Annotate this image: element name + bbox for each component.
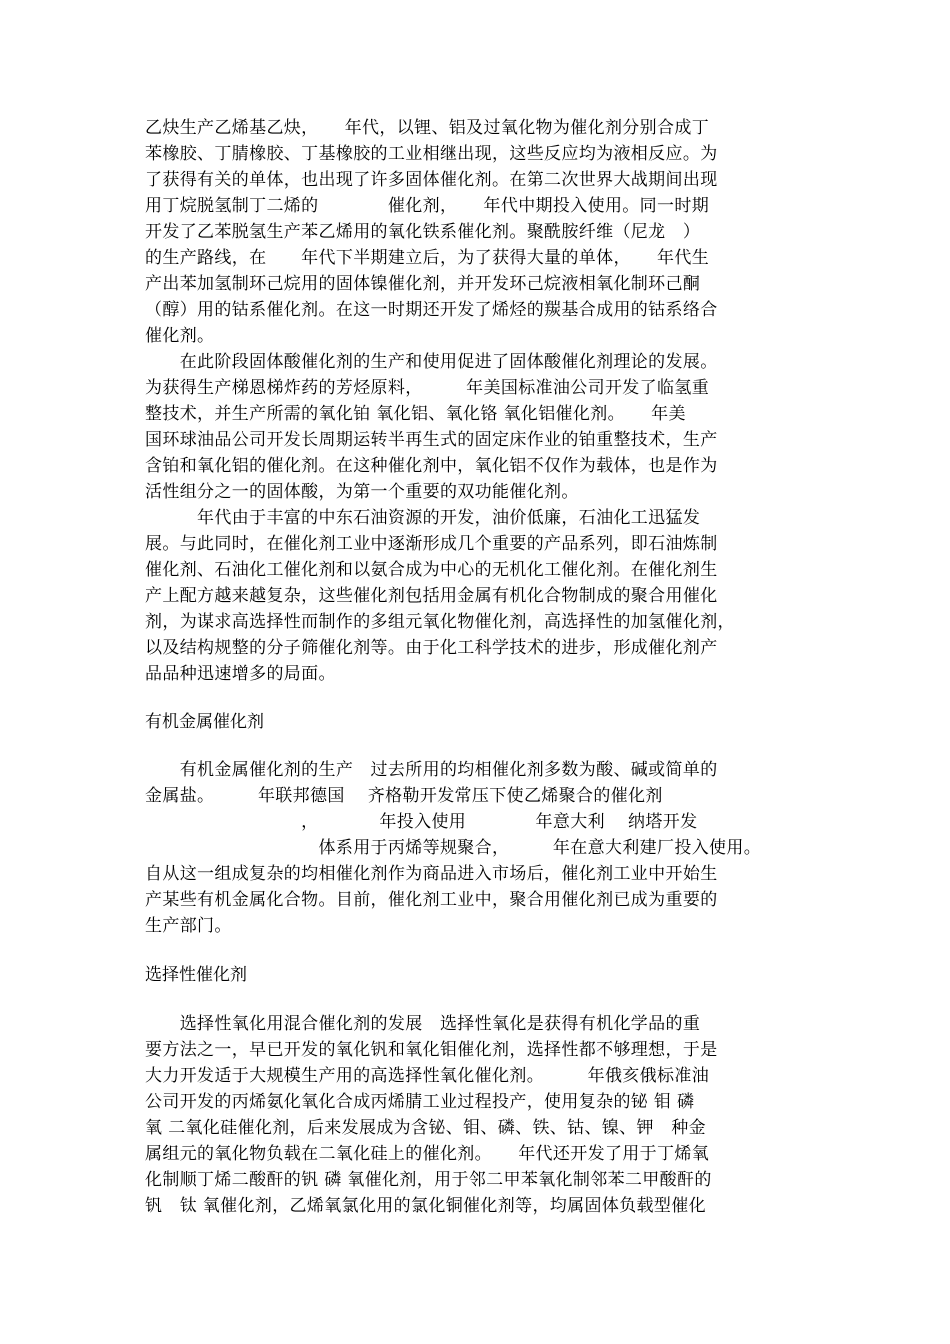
paragraph-line: 大力开发适于大规模生产用的高选择性氧化催化剂。 年俄亥俄标准油 [145, 1066, 710, 1086]
paragraph-line: 了获得有关的单体，也出现了许多固体催化剂。在第二次世界大战期间出现 [145, 170, 718, 190]
paragraph-line: 在此阶段固体酸催化剂的生产和使用促进了固体酸催化剂理论的发展。 [145, 352, 718, 372]
paragraph-line: 有机金属催化剂的生产 过去所用的均相催化剂多数为酸、碱或简单的 [145, 760, 718, 780]
paragraph-line: 含铂和氧化铝的催化剂。在这种催化剂中，氧化铝不仅作为载体，也是作为 [145, 456, 718, 476]
paragraph-line: 金属盐。 年联邦德国 齐格勒开发常压下使乙烯聚合的催化剂 [145, 786, 663, 806]
paragraph-line: 生产部门。 [145, 916, 232, 936]
paragraph-line: 氧 二氧化硅催化剂，后来发展成为含铋、钼、磷、铁、钴、镍、钾 种金 [145, 1118, 706, 1138]
paragraph-line: 属组元的氧化物负载在二氧化硅上的催化剂。 年代还开发了用于丁烯氧 [145, 1144, 710, 1164]
paragraph-line: 产上配方越来越复杂，这些催化剂包括用金属有机化合物制成的聚合用催化 [145, 586, 718, 606]
paragraph-line: （醇）用的钴系催化剂。在这一时期还开发了烯烃的羰基合成用的钴系络合 [145, 300, 718, 320]
paragraph-line: 活性组分之一的固体酸，为第一个重要的双功能催化剂。 [145, 482, 579, 502]
paragraph-line: 自从这一组成复杂的均相催化剂作为商品进入市场后，催化剂工业中开始生 [145, 864, 718, 884]
paragraph-line: 用丁烷脱氢制丁二烯的 催化剂， 年代中期投入使用。同一时期 [145, 196, 710, 216]
paragraph-line: 乙炔生产乙烯基乙炔， 年代，以锂、铝及过氧化物为催化剂分别合成丁 [145, 118, 710, 138]
paragraph-line: 催化剂、石油化工催化剂和以氨合成为中心的无机化工催化剂。在催化剂生 [145, 560, 718, 580]
paragraph-line: 整技术，并生产所需的氧化铂 氧化铝、氧化铬 氧化铝催化剂。 年美 [145, 404, 686, 424]
paragraph-line: 年代由于丰富的中东石油资源的开发，油价低廉，石油化工迅猛发 [145, 508, 701, 528]
paragraph-line: 品品种迅速增多的局面。 [145, 664, 336, 684]
paragraph-line: 苯橡胶、丁腈橡胶、丁基橡胶的工业相继出现，这些反应均为液相反应。为 [145, 144, 718, 164]
paragraph-line: 剂，为谋求高选择性而制作的多组元氧化物催化剂，高选择性的加氢催化剂， [145, 612, 735, 632]
paragraph-line: 开发了乙苯脱氢生产苯乙烯用的氧化铁系催化剂。聚酰胺纤维（尼龙 ） [145, 222, 701, 242]
paragraph-line: 化制顺丁烯二酸酐的钒 磷 氧催化剂，用于邻二甲苯氧化制邻苯二甲酸酐的 [145, 1170, 712, 1190]
paragraph-line: 以及结构规整的分子筛催化剂等。由于化工科学技术的进步，形成催化剂产 [145, 638, 718, 658]
paragraph-line: 公司开发的丙烯氨化氧化合成丙烯腈工业过程投产，使用复杂的铋 钼 磷 [145, 1092, 695, 1112]
section-heading-organometallic: 有机金属催化剂 [145, 712, 264, 732]
paragraph-line: 催化剂。 [145, 326, 215, 346]
paragraph-line: 的生产路线，在 年代下半期建立后，为了获得大量的单体， 年代生 [145, 248, 710, 268]
paragraph-line: 产某些有机金属化合物。目前，催化剂工业中，聚合用催化剂已成为重要的 [145, 890, 718, 910]
paragraph-line: 选择性氧化用混合催化剂的发展 选择性氧化是获得有机化学品的重 [145, 1014, 701, 1034]
paragraph-line: 展。与此同时，在催化剂工业中逐渐形成几个重要的产品系列，即石油炼制 [145, 534, 718, 554]
paragraph-line: 国环球油品公司开发长周期运转半再生式的固定床作业的铂重整技术，生产 [145, 430, 718, 450]
paragraph-line: 产出苯加氢制环己烷用的固体镍催化剂，并开发环己烷液相氧化制环己酮 [145, 274, 701, 294]
paragraph-line: 钒 钛 氧催化剂，乙烯氧氯化用的氯化铜催化剂等，均属固体负载型催化 [145, 1196, 706, 1216]
paragraph-line: 要方法之一，早已开发的氧化钒和氧化钼催化剂，选择性都不够理想，于是 [145, 1040, 718, 1060]
paragraph-line: ， 年投入使用 年意大利 纳塔开发 [145, 812, 698, 832]
section-heading-selective: 选择性催化剂 [145, 965, 247, 985]
paragraph-line: 为获得生产梯恩梯炸药的芳烃原料， 年美国标准油公司开发了临氢重 [145, 378, 710, 398]
paragraph-line: 体系用于丙烯等规聚合， 年在意大利建厂投入使用。 [145, 838, 762, 858]
